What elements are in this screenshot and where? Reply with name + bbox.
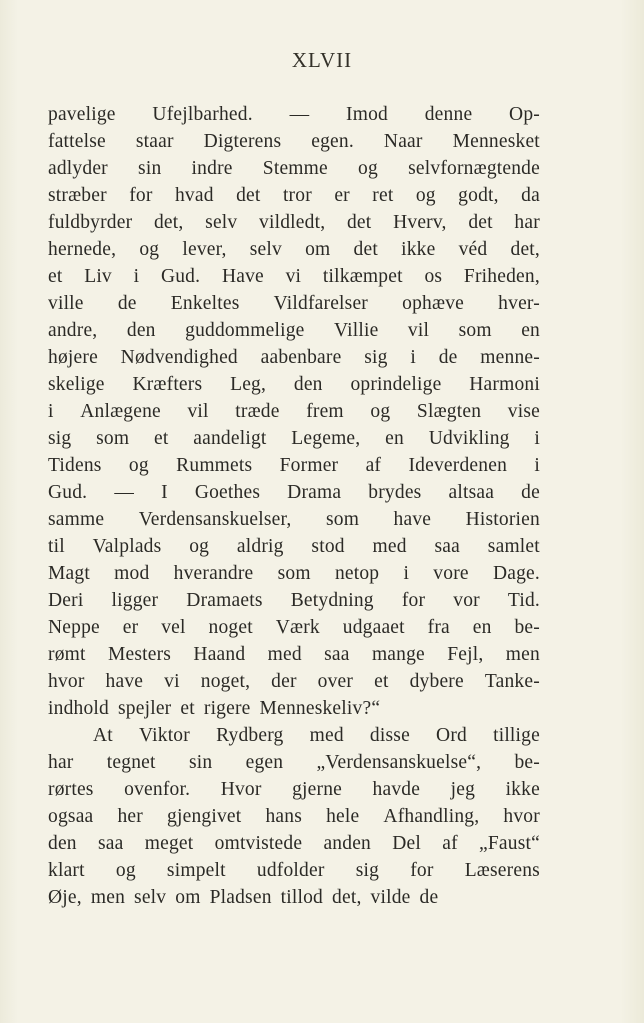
word: mod bbox=[114, 563, 150, 584]
word: Digterens bbox=[203, 131, 282, 152]
word: Stemme bbox=[262, 158, 328, 179]
word: Ideverdenen bbox=[408, 455, 508, 476]
word: det, bbox=[510, 239, 540, 260]
word: med bbox=[309, 725, 344, 746]
word: de bbox=[521, 482, 540, 503]
word: sin bbox=[138, 158, 162, 179]
word: er bbox=[122, 617, 139, 638]
text-line bbox=[48, 695, 540, 722]
word: og bbox=[128, 455, 149, 476]
word: jeg bbox=[450, 779, 476, 800]
word: ikke bbox=[401, 239, 436, 260]
text-line bbox=[48, 398, 540, 425]
word: Udvikling bbox=[428, 428, 510, 449]
word: noget bbox=[208, 617, 253, 638]
word: Former bbox=[279, 455, 339, 476]
word: af bbox=[442, 833, 458, 854]
word: et bbox=[180, 698, 195, 719]
word: det, bbox=[332, 887, 362, 908]
word: menne- bbox=[480, 347, 540, 368]
word: ogsaa bbox=[48, 806, 94, 827]
word: saa bbox=[98, 833, 124, 854]
text-line bbox=[48, 506, 540, 533]
word: „Faust“ bbox=[479, 833, 540, 854]
word: det bbox=[353, 239, 378, 260]
word: hverandre bbox=[173, 563, 254, 584]
text-line bbox=[48, 128, 540, 155]
word: Op- bbox=[509, 104, 540, 125]
word: denne bbox=[424, 104, 473, 125]
word: aabenbare bbox=[260, 347, 342, 368]
word: rørtes bbox=[48, 779, 94, 800]
word: Øje, bbox=[48, 887, 82, 908]
text-line bbox=[48, 884, 540, 911]
word: vildledt, bbox=[259, 212, 326, 233]
word: hvad bbox=[174, 185, 214, 206]
word: Mennesket bbox=[452, 131, 540, 152]
word: tegnet bbox=[106, 752, 156, 773]
word: har bbox=[514, 212, 540, 233]
word: den bbox=[126, 320, 156, 341]
word: be- bbox=[514, 617, 540, 638]
word: indre bbox=[191, 158, 233, 179]
word: At bbox=[93, 725, 113, 746]
word: vel bbox=[161, 617, 186, 638]
word: — bbox=[114, 482, 135, 503]
word: vil bbox=[407, 320, 430, 341]
word: Vildfarelser bbox=[273, 293, 369, 314]
word: vise bbox=[507, 401, 540, 422]
word: vi bbox=[285, 266, 302, 287]
word: de bbox=[419, 887, 439, 908]
word: brydes bbox=[368, 482, 422, 503]
word: selv bbox=[134, 887, 167, 908]
word: det bbox=[236, 185, 261, 206]
word: saa bbox=[324, 644, 350, 665]
word: oprindelige bbox=[350, 374, 442, 395]
word: altsaa bbox=[448, 482, 495, 503]
word: netop bbox=[334, 563, 380, 584]
word: i bbox=[410, 347, 416, 368]
word: rømt bbox=[48, 644, 86, 665]
word: Pladsen bbox=[209, 887, 272, 908]
text-line bbox=[48, 587, 540, 614]
word: her bbox=[117, 806, 143, 827]
word: den bbox=[48, 833, 77, 854]
word: selvfornægtende bbox=[408, 158, 540, 179]
word: Anlægene bbox=[80, 401, 161, 422]
word: Del bbox=[392, 833, 421, 854]
word: og bbox=[115, 860, 136, 881]
word: i bbox=[534, 455, 540, 476]
word: rigere bbox=[203, 698, 251, 719]
text-line bbox=[48, 803, 540, 830]
word: ville bbox=[48, 293, 84, 314]
word: dybere bbox=[409, 671, 464, 692]
word: hernede, bbox=[48, 239, 117, 260]
word: Menneskeliv?“ bbox=[259, 698, 381, 719]
word: sig bbox=[48, 428, 72, 449]
word: Verdensanskuelser, bbox=[138, 509, 292, 530]
word: Tidens bbox=[48, 455, 102, 476]
word: tillige bbox=[493, 725, 540, 746]
word: Værk bbox=[275, 617, 320, 638]
word: gjengivet bbox=[167, 806, 242, 827]
word: Liv bbox=[84, 266, 112, 287]
word: Hvor bbox=[220, 779, 262, 800]
word: er bbox=[334, 185, 350, 206]
word: anden bbox=[323, 833, 371, 854]
word: Afhandling, bbox=[383, 806, 480, 827]
word: Kræfters bbox=[132, 374, 203, 395]
word: den bbox=[293, 374, 323, 395]
word: vilde bbox=[370, 887, 411, 908]
text-line bbox=[48, 668, 540, 695]
word: selv bbox=[205, 212, 238, 233]
word: pavelige bbox=[48, 104, 116, 125]
word: Legeme, bbox=[291, 428, 361, 449]
text-line bbox=[48, 614, 540, 641]
word: og bbox=[139, 239, 160, 260]
word: og bbox=[358, 158, 378, 179]
word: og bbox=[189, 536, 210, 557]
word: Enkeltes bbox=[170, 293, 240, 314]
word: for bbox=[410, 860, 434, 881]
word: fuldbyrder bbox=[48, 212, 133, 233]
word: ikke bbox=[505, 779, 540, 800]
word: be- bbox=[514, 752, 540, 773]
text-line bbox=[48, 830, 540, 857]
text-line bbox=[48, 452, 540, 479]
word: i bbox=[48, 401, 54, 422]
word: da bbox=[521, 185, 540, 206]
word: Haand bbox=[193, 644, 246, 665]
text-line bbox=[48, 641, 540, 668]
word: som bbox=[325, 509, 360, 530]
word: i bbox=[403, 563, 410, 584]
word: i bbox=[534, 428, 540, 449]
word: Have bbox=[221, 266, 264, 287]
word: Harmoni bbox=[469, 374, 540, 395]
word: samlet bbox=[487, 536, 540, 557]
word: for bbox=[401, 590, 426, 611]
word: egen bbox=[245, 752, 284, 773]
text-line bbox=[48, 290, 540, 317]
word: Naar bbox=[383, 131, 423, 152]
word: Tanke- bbox=[484, 671, 540, 692]
word: som bbox=[96, 428, 130, 449]
word: en bbox=[385, 428, 404, 449]
text-line bbox=[48, 560, 540, 587]
word: et bbox=[48, 266, 63, 287]
body-text bbox=[48, 101, 540, 911]
word: Magt bbox=[48, 563, 90, 584]
word: hvor bbox=[48, 671, 85, 692]
word: Ufejlbarhed. bbox=[152, 104, 253, 125]
word: Betydning bbox=[290, 590, 374, 611]
word: et bbox=[374, 671, 389, 692]
page-number: XLVII bbox=[291, 48, 353, 72]
word: vor bbox=[453, 590, 480, 611]
word: mange bbox=[371, 644, 425, 665]
text-line bbox=[48, 749, 540, 776]
word: Fejl, bbox=[447, 644, 484, 665]
word: Friheden, bbox=[463, 266, 540, 287]
word: det bbox=[346, 212, 372, 233]
word: Dramaets bbox=[186, 590, 263, 611]
word: vi bbox=[164, 671, 180, 692]
text-line bbox=[48, 101, 540, 128]
word: sig bbox=[364, 347, 388, 368]
word: Nødvendighed bbox=[120, 347, 238, 368]
text-line bbox=[48, 317, 540, 344]
word: Deri bbox=[48, 590, 84, 611]
word: saa bbox=[434, 536, 460, 557]
text-line bbox=[48, 425, 540, 452]
word: ophæve bbox=[402, 293, 465, 314]
word: simpelt bbox=[166, 860, 226, 881]
word: véd bbox=[458, 239, 488, 260]
word: aandeligt bbox=[193, 428, 267, 449]
word: men bbox=[505, 644, 540, 665]
word: et bbox=[154, 428, 169, 449]
word: de bbox=[438, 347, 458, 368]
word: Rydberg bbox=[216, 725, 284, 746]
word: Læserens bbox=[464, 860, 540, 881]
word: vore bbox=[433, 563, 469, 584]
word: Imod bbox=[346, 104, 388, 125]
word: sig bbox=[355, 860, 380, 881]
word: tror bbox=[282, 185, 312, 206]
word: det, bbox=[153, 212, 184, 233]
word: der bbox=[271, 671, 297, 692]
word: Leg, bbox=[230, 374, 267, 395]
word: Tid. bbox=[507, 590, 540, 611]
text-line bbox=[48, 722, 540, 749]
word: fattelse bbox=[48, 131, 106, 152]
word: samme bbox=[48, 509, 105, 530]
word: men bbox=[90, 887, 126, 908]
text-line bbox=[48, 155, 540, 182]
word: Viktor bbox=[139, 725, 190, 746]
word: Drama bbox=[287, 482, 342, 503]
word: Gud. bbox=[48, 482, 88, 503]
word: Ord bbox=[436, 725, 467, 746]
word: træde bbox=[235, 401, 280, 422]
word: stræber bbox=[48, 185, 107, 206]
word: det bbox=[468, 212, 493, 233]
word: vil bbox=[187, 401, 209, 422]
text-line bbox=[48, 371, 540, 398]
word: af bbox=[365, 455, 382, 476]
text-line bbox=[48, 236, 540, 263]
word: Mesters bbox=[107, 644, 172, 665]
word: selv bbox=[249, 239, 282, 260]
word: en bbox=[521, 320, 540, 341]
word: „Verdensanskuelse“, bbox=[316, 752, 482, 773]
word: tillod bbox=[280, 887, 324, 908]
word: som bbox=[458, 320, 492, 341]
word: os bbox=[424, 266, 443, 287]
word: — bbox=[289, 104, 310, 125]
word: egen. bbox=[311, 131, 354, 152]
word: hvor bbox=[503, 806, 540, 827]
word: havde bbox=[372, 779, 421, 800]
word: Goethes bbox=[194, 482, 261, 503]
word: sin bbox=[188, 752, 213, 773]
word: og bbox=[415, 185, 436, 206]
word: til bbox=[48, 536, 65, 557]
text-line bbox=[48, 182, 540, 209]
text-line bbox=[48, 533, 540, 560]
word: og bbox=[370, 401, 391, 422]
word: have bbox=[393, 509, 432, 530]
word: som bbox=[277, 563, 311, 584]
word: aldrig bbox=[236, 536, 284, 557]
word: med bbox=[372, 536, 407, 557]
word: udgaaet bbox=[342, 617, 405, 638]
word: Dage. bbox=[492, 563, 540, 584]
word: fra bbox=[427, 617, 450, 638]
text-line bbox=[48, 857, 540, 884]
word: ligger bbox=[111, 590, 159, 611]
word: for bbox=[129, 185, 153, 206]
word: har bbox=[48, 752, 74, 773]
word: have bbox=[105, 671, 144, 692]
word: I bbox=[161, 482, 168, 503]
word: Hverv, bbox=[393, 212, 447, 233]
word: hele bbox=[326, 806, 360, 827]
word: klart bbox=[48, 860, 85, 881]
word: ovenfor. bbox=[124, 779, 191, 800]
text-line bbox=[48, 776, 540, 803]
word: en bbox=[472, 617, 492, 638]
word: hans bbox=[265, 806, 303, 827]
text-line bbox=[48, 263, 540, 290]
word: meget bbox=[144, 833, 194, 854]
word: andre, bbox=[48, 320, 98, 341]
word: frem bbox=[306, 401, 344, 422]
word: Historien bbox=[465, 509, 540, 530]
word: skelige bbox=[48, 374, 105, 395]
word: gjerne bbox=[292, 779, 343, 800]
word: udfolder bbox=[256, 860, 325, 881]
word: noget, bbox=[200, 671, 251, 692]
word: Villie bbox=[334, 320, 379, 341]
word: staar bbox=[135, 131, 174, 152]
word: disse bbox=[369, 725, 410, 746]
word: over bbox=[317, 671, 354, 692]
word: godt, bbox=[458, 185, 499, 206]
word: Slægten bbox=[416, 401, 482, 422]
word: indhold bbox=[48, 698, 109, 719]
word: stod bbox=[311, 536, 345, 557]
word: om bbox=[175, 887, 201, 908]
word: med bbox=[267, 644, 302, 665]
word: omtvistede bbox=[214, 833, 303, 854]
word: Neppe bbox=[48, 617, 100, 638]
word: i bbox=[133, 266, 140, 287]
word: lever, bbox=[182, 239, 227, 260]
word: højere bbox=[48, 347, 98, 368]
word: adlyder bbox=[48, 158, 108, 179]
word: om bbox=[305, 239, 331, 260]
word: hver- bbox=[498, 293, 540, 314]
text-line bbox=[48, 209, 540, 236]
word: de bbox=[117, 293, 137, 314]
word: spejler bbox=[118, 698, 172, 719]
text-line bbox=[48, 344, 540, 371]
word: Rummets bbox=[176, 455, 253, 476]
word: guddommelige bbox=[185, 320, 305, 341]
word: Valplads bbox=[92, 536, 162, 557]
word: tilkæmpet bbox=[322, 266, 403, 287]
word: ret bbox=[372, 185, 394, 206]
text-line bbox=[48, 479, 540, 506]
word: Gud. bbox=[160, 266, 201, 287]
